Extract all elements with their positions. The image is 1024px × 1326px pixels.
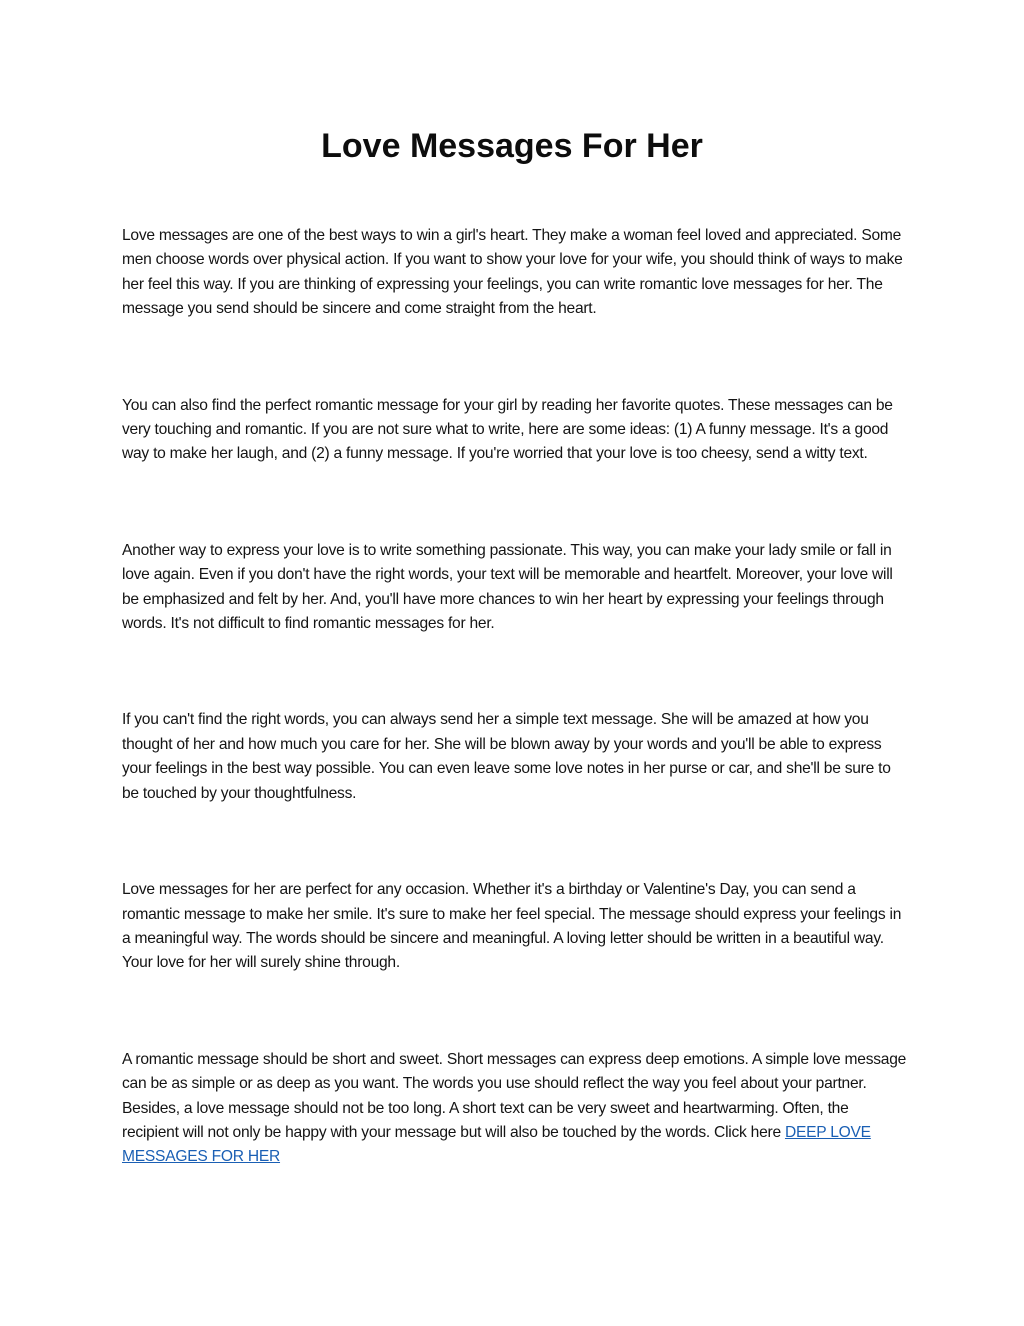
paragraph-5: Love messages for her are perfect for any occasion. Whether it's a birthday or Valentine's Day, you can send a romantic message to make her smile. It's sure to make her feel special. The message should express your feelings in a meaningful way. The words should be sincere and meaningful. A loving letter should be written in a beautiful way. Your love for her will surely shine through. <box>122 881 902 972</box>
paragraph-4: If you can't find the right words, you can always send her a simple text message. She will be amazed at how you thought of her and how much you care for her. She will be blown away by your words and you'll be able to express your feelings in the best way possible. You can even leave some love notes in her purse or car, and she'll be sure to be touched by your thoughtfulness. <box>122 711 891 802</box>
paragraph-6-text: A romantic message should be short and sweet. Short messages can express deep emotions. A simple love message can be as simple or as deep as you want. The words you use should reflect the way you feel about your partner. Besides, a love message should not be too long. A short text can be very sweet and heartwarming. Often, the recipient will not only be happy with your message but will also be touched by the words. Click here <box>122 1050 907 1141</box>
paragraph-3: Another way to express your love is to write something passionate. This way, you can make your lady smile or fall in love again. Even if you don't have the right words, your text will be memorable and heartfelt. Moreover, your love will be emphasized and felt by her. And, you'll have more chances to win her heart by expressing your feelings through words. It's not difficult to find romantic messages for her. <box>122 541 893 633</box>
paragraph-2: You can also find the perfect romantic message for your girl by reading her favorite quotes. These messages can be very touching and romantic. If you are not sure what to write, here are some ideas: (1) A funny message. It's a good way to make her laugh, and (2) a funny message. If you're worried that your love is too cheesy, send a witty text. <box>122 396 893 463</box>
paragraph-6 <box>122 1048 908 1170</box>
page-title: Love Messages For Her <box>321 127 703 165</box>
deep-love-messages-link[interactable]: DEEP LOVE MESSAGES FOR HER <box>122 1123 871 1166</box>
document-body <box>122 224 908 1170</box>
paragraph-1: Love messages are one of the best ways to win a girl's heart. They make a woman feel loved and appreciated. Some men choose words over physical action. If you want to show your love for your wife, you should think of ways to make her feel this way. If you are thinking of expressing your feelings, you can write romantic love messages for her. The message you send should be sincere and come straight from the heart. <box>122 227 903 318</box>
